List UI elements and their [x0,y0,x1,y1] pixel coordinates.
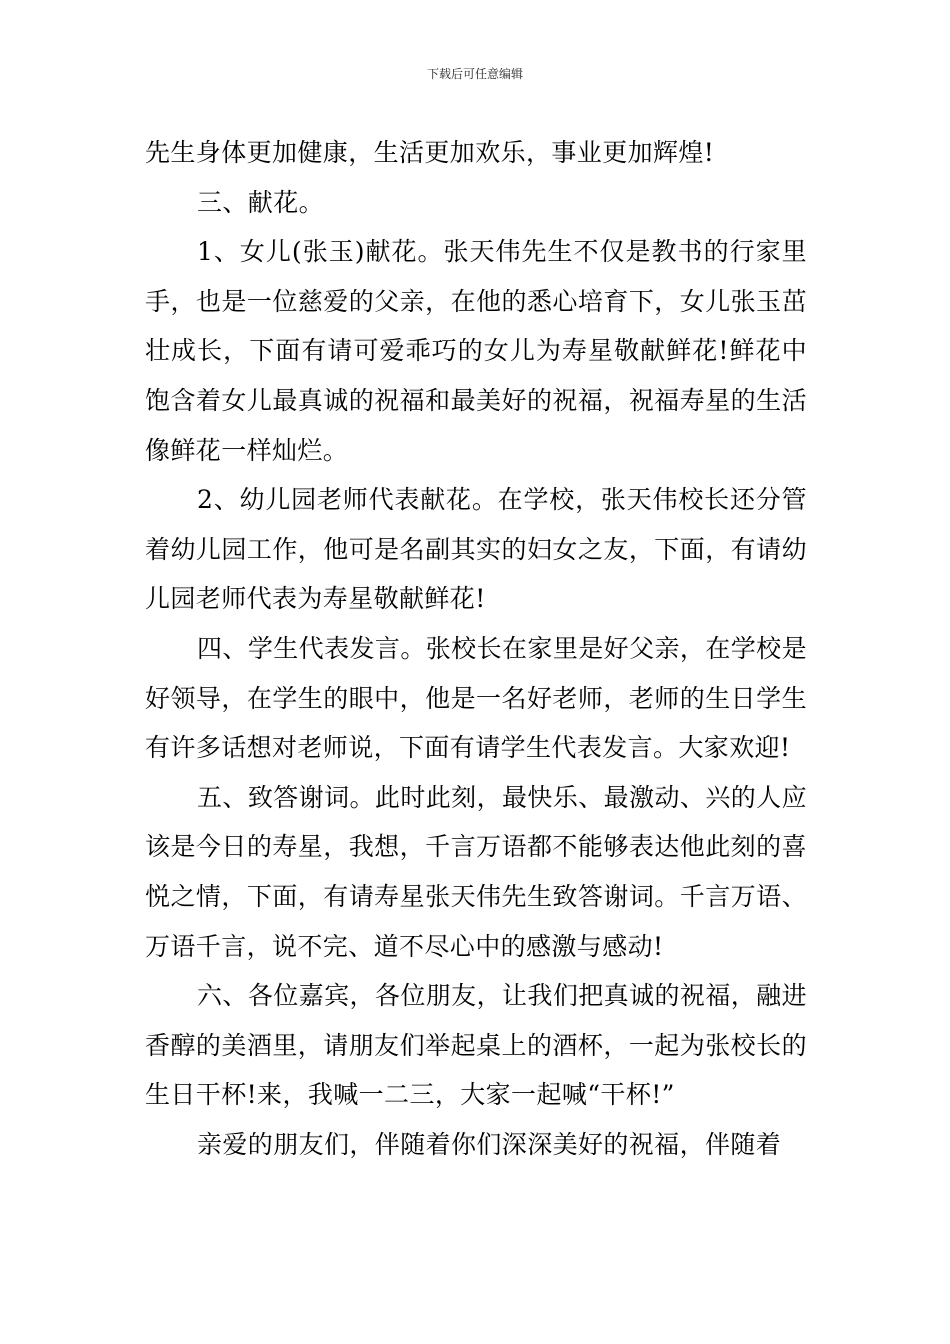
document-body [145,128,807,1169]
paragraph-thanks-speech: 五、致答谢词。此时此刻，最快乐、最激动、兴的人应该是今日的寿星，我想，千言万语都不能够表达他此刻的喜悦之情，下面，有请寿星张天伟先生致答谢词。千言万语、万语千言，说不完、道不尽心中的感激与感动! [145,782,807,961]
paragraph-toast: 六、各位嘉宾，各位朋友，让我们把真诚的祝福，融进香醇的美酒里，请朋友们举起桌上的酒杯，一起为张校长的生日干杯!来，我喊一二三，大家一起喊“干杯!” [145,981,807,1110]
paragraph-teacher-flowers: 2、幼儿园老师代表献花。在学校，张天伟校长还分管着幼儿园工作，他可是名副其实的妇女之友，下面，有请幼儿园老师代表为寿星敬献鲜花! [145,485,807,614]
paragraph-section-three-heading: 三、献花。 [197,187,325,217]
paragraph-closing: 亲爱的朋友们，伴随着你们深深美好的祝福，伴随着 [197,1129,782,1159]
page-header: 下载后可任意编辑 [426,67,523,81]
paragraph-daughter-flowers: 1、女儿(张玉)献花。张天伟先生不仅是教书的行家里手，也是一位慈爱的父亲，在他的悉心培育下，女儿张玉茁壮成长，下面有请可爱乖巧的女儿为寿星敬献鲜花!鲜花中饱含着女儿最真诚的祝福和最美好的祝福，祝福寿星的生活像鲜花一样灿烂。 [145,237,807,465]
paragraph-continuation: 先生身体更加健康，生活更加欢乐，事业更加辉煌! [145,138,715,167]
paragraph-student-speech: 四、学生代表发言。张校长在家里是好父亲，在学校是好领导，在学生的眼中，他是一名好老师，老师的生日学生有许多话想对老师说，下面有请学生代表发言。大家欢迎! [145,633,807,763]
